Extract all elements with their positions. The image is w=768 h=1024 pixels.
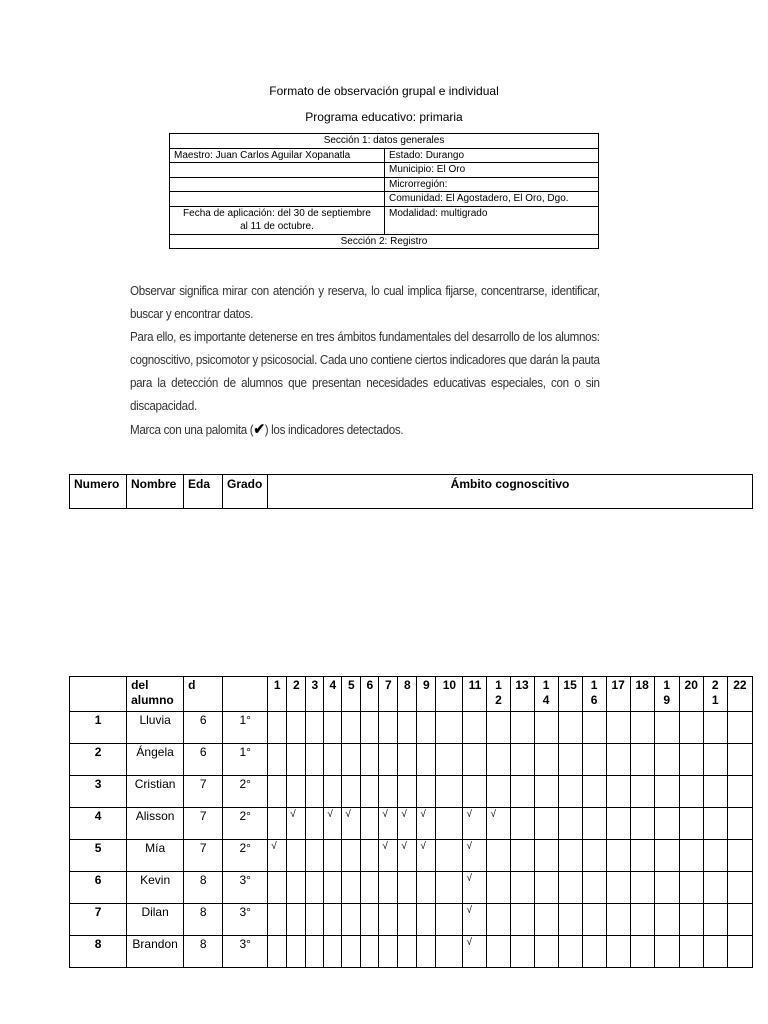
indicator-cell[interactable]: [606, 904, 630, 936]
grid-header-cell: 10: [436, 677, 463, 712]
indicator-cell[interactable]: [398, 712, 417, 744]
section2-title: Sección 2: Registro: [170, 234, 599, 249]
indicator-cell[interactable]: [463, 744, 487, 776]
indicator-cell[interactable]: [630, 776, 654, 808]
student-row: [70, 744, 753, 776]
indicator-cell[interactable]: [342, 776, 361, 808]
indicator-cell[interactable]: [679, 904, 703, 936]
grid-header-cell: 9: [417, 677, 436, 712]
date-line-2: al 11 de octubre.: [240, 221, 314, 232]
grid-header-cell: 8: [398, 677, 417, 712]
indicator-cell[interactable]: [510, 840, 534, 872]
indicator-cell[interactable]: [287, 712, 306, 744]
indicator-cell[interactable]: [630, 936, 654, 968]
indicator-cell[interactable]: [361, 808, 379, 840]
document-title: Formato de observación grupal e individual: [269, 84, 499, 98]
student-grade: 1°: [223, 712, 268, 744]
indicator-cell[interactable]: [379, 872, 398, 904]
grid-header-cell: 6: [361, 677, 379, 712]
indicator-cell[interactable]: [534, 776, 558, 808]
indicator-cell[interactable]: [534, 904, 558, 936]
indicator-cell[interactable]: [703, 936, 727, 968]
indicator-cell[interactable]: √: [463, 936, 487, 968]
section1-title: Sección 1: datos generales: [170, 134, 599, 149]
student-name: Lluvia: [127, 712, 184, 744]
indicator-cell[interactable]: [630, 808, 654, 840]
instructions-line-2: Para ello, es importante detenerse en tres ámbitos fundamentales del desarrollo de los alumnos: cognoscitivo, psicomotor y psicosocial. Cada uno contiene ciertos indicadores que darán la pauta para la detección de alumnos que presentan necesidades educativas especiales, con o sin discapacidad.: [130, 330, 600, 413]
column-age: Eda: [184, 475, 223, 509]
indicator-cell[interactable]: [654, 744, 679, 776]
student-name: Brandon: [127, 936, 184, 968]
indicator-cell[interactable]: [582, 904, 606, 936]
student-name: Dilan: [127, 904, 184, 936]
indicator-cell[interactable]: [703, 840, 727, 872]
indicator-cell[interactable]: √: [487, 808, 510, 840]
indicator-cell[interactable]: [510, 776, 534, 808]
instructions-line-3-pre: Marca con una palomita (: [130, 423, 254, 437]
indicator-cell[interactable]: [654, 904, 679, 936]
indicator-cell[interactable]: [703, 744, 727, 776]
indicator-cell[interactable]: [287, 872, 306, 904]
student-name: Cristian: [127, 776, 184, 808]
grid-header-cell: 4: [324, 677, 342, 712]
indicator-cell[interactable]: [558, 808, 582, 840]
indicator-cell[interactable]: [306, 776, 324, 808]
indicator-cell[interactable]: [306, 936, 324, 968]
indicator-cell[interactable]: √: [463, 904, 487, 936]
indicator-cell[interactable]: [417, 744, 436, 776]
indicator-cell[interactable]: [534, 808, 558, 840]
student-grade: 1°: [223, 744, 268, 776]
indicator-cell[interactable]: [324, 712, 342, 744]
grid-header-cell: 18: [630, 677, 654, 712]
indicator-cell[interactable]: [582, 840, 606, 872]
student-row: [70, 840, 753, 872]
student-grade: 3°: [223, 904, 268, 936]
indicator-cell[interactable]: [703, 904, 727, 936]
indicator-cell[interactable]: [342, 872, 361, 904]
indicator-cell[interactable]: [558, 872, 582, 904]
indicator-cell[interactable]: [679, 808, 703, 840]
indicator-cell[interactable]: [727, 712, 752, 744]
indicator-cell[interactable]: [582, 808, 606, 840]
indicator-cell[interactable]: [703, 872, 727, 904]
indicator-cell[interactable]: [679, 712, 703, 744]
date-field: [170, 206, 385, 234]
indicator-cell[interactable]: [534, 936, 558, 968]
indicator-cell[interactable]: [703, 808, 727, 840]
indicator-cell[interactable]: [463, 712, 487, 744]
indicator-cell[interactable]: [306, 712, 324, 744]
indicator-cell[interactable]: [324, 776, 342, 808]
indicator-cell[interactable]: [510, 712, 534, 744]
indicator-cell[interactable]: [510, 936, 534, 968]
indicator-cell[interactable]: [463, 776, 487, 808]
indicator-cell[interactable]: [703, 776, 727, 808]
indicator-cell[interactable]: [487, 776, 510, 808]
student-age: 7: [184, 808, 223, 840]
grid-header-cell: 5: [342, 677, 361, 712]
indicator-cell[interactable]: [268, 776, 287, 808]
grid-header-cell: 15: [558, 677, 582, 712]
state-field: Estado: Durango: [385, 148, 599, 163]
indicator-cell[interactable]: √: [463, 872, 487, 904]
indicator-cell[interactable]: [268, 744, 287, 776]
indicator-cell[interactable]: [324, 904, 342, 936]
indicator-cell[interactable]: [558, 776, 582, 808]
indicator-cell[interactable]: [306, 872, 324, 904]
grid-header-cell: 7: [379, 677, 398, 712]
student-age: 6: [184, 712, 223, 744]
indicator-cell[interactable]: [342, 712, 361, 744]
indicator-cell[interactable]: √: [342, 808, 361, 840]
observation-grid: [69, 676, 753, 968]
indicator-cell[interactable]: [630, 904, 654, 936]
indicator-cell[interactable]: √: [324, 808, 342, 840]
indicator-cell[interactable]: [630, 840, 654, 872]
indicator-cell[interactable]: [417, 904, 436, 936]
indicator-cell[interactable]: [606, 936, 630, 968]
indicator-cell[interactable]: [268, 808, 287, 840]
indicator-cell[interactable]: √: [379, 840, 398, 872]
student-number: 1: [70, 712, 127, 744]
indicator-cell[interactable]: [606, 872, 630, 904]
student-number: 2: [70, 744, 127, 776]
indicator-cell[interactable]: [436, 712, 463, 744]
indicator-cell[interactable]: [436, 744, 463, 776]
indicator-cell[interactable]: [510, 904, 534, 936]
student-grade: 3°: [223, 936, 268, 968]
instructions-line-1: Observar significa mirar con atención y reserva, lo cual implica fijarse, concentrarse, identificar, buscar y encontrar datos.: [130, 284, 600, 321]
indicator-cell[interactable]: [287, 840, 306, 872]
indicator-cell[interactable]: [510, 744, 534, 776]
indicator-cell[interactable]: [379, 744, 398, 776]
indicator-cell[interactable]: [582, 776, 606, 808]
indicator-cell[interactable]: [268, 872, 287, 904]
indicator-cell[interactable]: [679, 744, 703, 776]
indicator-cell[interactable]: [342, 840, 361, 872]
indicator-cell[interactable]: [306, 744, 324, 776]
indicator-cell[interactable]: [679, 872, 703, 904]
checkmark-icon: ✔: [253, 421, 265, 438]
indicator-cell[interactable]: [510, 808, 534, 840]
student-row: [70, 936, 753, 968]
student-number: 5: [70, 840, 127, 872]
indicator-cell[interactable]: [342, 936, 361, 968]
indicator-cell[interactable]: [342, 904, 361, 936]
indicator-cell[interactable]: √: [463, 808, 487, 840]
program-subtitle: Programa educativo: primaria: [305, 110, 463, 124]
indicator-cell[interactable]: [534, 872, 558, 904]
indicator-cell[interactable]: [417, 936, 436, 968]
indicator-cell[interactable]: [324, 744, 342, 776]
indicator-cell[interactable]: [654, 712, 679, 744]
indicator-cell[interactable]: √: [287, 808, 306, 840]
student-age: 8: [184, 936, 223, 968]
student-number: 4: [70, 808, 127, 840]
indicator-cell[interactable]: [268, 904, 287, 936]
indicator-cell[interactable]: [361, 936, 379, 968]
grid-header-row: [70, 677, 753, 712]
indicator-cell[interactable]: [703, 712, 727, 744]
indicator-cell[interactable]: [727, 904, 752, 936]
grid-header-cell: 1 4: [534, 677, 558, 712]
indicator-cell[interactable]: [436, 872, 463, 904]
cognitive-header-table: [69, 474, 753, 509]
indicator-cell[interactable]: [630, 712, 654, 744]
grid-header-cell: 3: [306, 677, 324, 712]
indicator-cell[interactable]: [436, 936, 463, 968]
student-name: Ángela: [127, 744, 184, 776]
empty-cell: [170, 192, 385, 207]
grid-header-cell: 13: [510, 677, 534, 712]
indicator-cell[interactable]: [398, 904, 417, 936]
indicator-cell[interactable]: [287, 904, 306, 936]
indicator-cell[interactable]: [324, 936, 342, 968]
indicator-cell[interactable]: √: [463, 840, 487, 872]
indicator-cell[interactable]: [487, 904, 510, 936]
indicator-cell[interactable]: [436, 808, 463, 840]
microregion-field: Microrregión:: [385, 177, 599, 192]
student-grade: 2°: [223, 808, 268, 840]
grid-header-cell: 2 1: [703, 677, 727, 712]
indicator-cell[interactable]: [306, 840, 324, 872]
indicator-cell[interactable]: [361, 872, 379, 904]
indicator-cell[interactable]: [487, 744, 510, 776]
indicator-cell[interactable]: [287, 936, 306, 968]
column-name: Nombre: [127, 475, 184, 509]
indicator-cell[interactable]: [582, 872, 606, 904]
indicator-cell[interactable]: [606, 776, 630, 808]
indicator-cell[interactable]: [582, 712, 606, 744]
date-line-1: Fecha de aplicación: del 30 de septiembre: [183, 207, 371, 219]
modality-field: Modalidad: multigrado: [385, 206, 599, 234]
indicator-cell[interactable]: [727, 872, 752, 904]
student-name: Mía: [127, 840, 184, 872]
indicator-cell[interactable]: [398, 936, 417, 968]
student-number: 3: [70, 776, 127, 808]
grid-header-cell: 22: [727, 677, 752, 712]
community-field: Comunidad: El Agostadero, El Oro, Dgo.: [385, 192, 599, 207]
indicator-cell[interactable]: [558, 840, 582, 872]
indicator-cell[interactable]: [679, 776, 703, 808]
indicator-cell[interactable]: [361, 712, 379, 744]
indicator-cell[interactable]: [436, 904, 463, 936]
grid-header-cell: 1 6: [582, 677, 606, 712]
indicator-cell[interactable]: [654, 872, 679, 904]
indicator-cell[interactable]: [379, 712, 398, 744]
indicator-cell[interactable]: [487, 840, 510, 872]
indicator-cell[interactable]: [654, 808, 679, 840]
student-name: Kevin: [127, 872, 184, 904]
student-grade: 2°: [223, 840, 268, 872]
indicator-cell[interactable]: [654, 776, 679, 808]
teacher-field: Maestro: Juan Carlos Aguilar Xopanatla: [170, 148, 385, 163]
grid-header-cell: [70, 677, 127, 712]
student-number: 6: [70, 872, 127, 904]
student-age: 8: [184, 904, 223, 936]
indicator-cell[interactable]: [398, 776, 417, 808]
indicator-cell[interactable]: [361, 776, 379, 808]
indicator-cell[interactable]: [398, 744, 417, 776]
student-number: 7: [70, 904, 127, 936]
student-row: [70, 808, 753, 840]
grid-header-cell: del alumno: [127, 677, 184, 712]
indicator-cell[interactable]: √: [268, 840, 287, 872]
grid-header-cell: 11: [463, 677, 487, 712]
indicator-cell[interactable]: [417, 872, 436, 904]
indicator-cell[interactable]: [324, 872, 342, 904]
indicator-cell[interactable]: [306, 904, 324, 936]
indicator-cell[interactable]: √: [398, 840, 417, 872]
indicator-cell[interactable]: [287, 776, 306, 808]
indicator-cell[interactable]: [379, 904, 398, 936]
indicator-cell[interactable]: [417, 712, 436, 744]
indicator-cell[interactable]: [379, 936, 398, 968]
general-data-table: [169, 133, 599, 249]
grid-header-cell: [223, 677, 268, 712]
indicator-cell[interactable]: √: [398, 808, 417, 840]
indicator-cell[interactable]: √: [417, 808, 436, 840]
column-cognitive-area: Ámbito cognoscitivo: [268, 475, 753, 509]
student-name: Alisson: [127, 808, 184, 840]
indicator-cell[interactable]: √: [417, 840, 436, 872]
indicator-cell[interactable]: [379, 776, 398, 808]
grid-header-cell: 1: [268, 677, 287, 712]
student-age: 7: [184, 776, 223, 808]
indicator-cell[interactable]: [510, 872, 534, 904]
student-grade: 2°: [223, 776, 268, 808]
indicator-cell[interactable]: [630, 872, 654, 904]
indicator-cell[interactable]: [306, 808, 324, 840]
indicator-cell[interactable]: [361, 904, 379, 936]
indicator-cell[interactable]: [558, 712, 582, 744]
indicator-cell[interactable]: [342, 744, 361, 776]
indicator-cell[interactable]: [534, 840, 558, 872]
instructions-line-3: [130, 418, 600, 442]
indicator-cell[interactable]: [534, 744, 558, 776]
indicator-cell[interactable]: [398, 872, 417, 904]
indicator-cell[interactable]: [487, 872, 510, 904]
student-age: 8: [184, 872, 223, 904]
municipality-field: Municipio: El Oro: [385, 163, 599, 178]
student-row: [70, 904, 753, 936]
indicator-cell[interactable]: [679, 936, 703, 968]
indicator-cell[interactable]: [727, 936, 752, 968]
indicator-cell[interactable]: [487, 936, 510, 968]
indicator-cell[interactable]: [727, 808, 752, 840]
indicator-cell[interactable]: [268, 712, 287, 744]
grid-header-cell: 1 2: [487, 677, 510, 712]
indicator-cell[interactable]: [630, 744, 654, 776]
indicator-cell[interactable]: [324, 840, 342, 872]
indicator-cell[interactable]: [268, 936, 287, 968]
grid-header-cell: 2: [287, 677, 306, 712]
column-number: Numero: [70, 475, 127, 509]
grid-header-cell: d: [184, 677, 223, 712]
indicator-cell[interactable]: [606, 744, 630, 776]
indicator-cell[interactable]: [654, 936, 679, 968]
indicator-cell[interactable]: [606, 840, 630, 872]
empty-cell: [170, 177, 385, 192]
indicator-cell[interactable]: [287, 744, 306, 776]
grid-header-cell: 20: [679, 677, 703, 712]
indicator-cell[interactable]: [558, 936, 582, 968]
indicator-cell[interactable]: [436, 840, 463, 872]
indicator-cell[interactable]: [679, 840, 703, 872]
indicator-cell[interactable]: √: [379, 808, 398, 840]
indicator-cell[interactable]: [606, 712, 630, 744]
indicator-cell[interactable]: [606, 808, 630, 840]
indicator-cell[interactable]: [727, 744, 752, 776]
student-row: [70, 872, 753, 904]
student-age: 7: [184, 840, 223, 872]
indicator-cell[interactable]: [727, 776, 752, 808]
grid-header-cell: 17: [606, 677, 630, 712]
student-row: [70, 776, 753, 808]
student-number: 8: [70, 936, 127, 968]
student-row: [70, 712, 753, 744]
indicator-cell[interactable]: [582, 936, 606, 968]
empty-cell: [170, 163, 385, 178]
indicator-cell[interactable]: [558, 744, 582, 776]
indicator-cell[interactable]: [654, 840, 679, 872]
indicator-cell[interactable]: [582, 744, 606, 776]
indicator-cell[interactable]: [361, 840, 379, 872]
indicator-cell[interactable]: [558, 904, 582, 936]
grid-header-cell: 1 9: [654, 677, 679, 712]
instructions-line-3-post: ) los indicadores detectados.: [264, 423, 404, 437]
indicator-cell[interactable]: [487, 712, 510, 744]
student-age: 6: [184, 744, 223, 776]
column-grade: Grado: [223, 475, 268, 509]
indicator-cell[interactable]: [417, 776, 436, 808]
indicator-cell[interactable]: [727, 840, 752, 872]
student-grade: 3°: [223, 872, 268, 904]
instructions-paragraph: [130, 280, 600, 442]
indicator-cell[interactable]: [534, 712, 558, 744]
indicator-cell[interactable]: [436, 776, 463, 808]
indicator-cell[interactable]: [361, 744, 379, 776]
